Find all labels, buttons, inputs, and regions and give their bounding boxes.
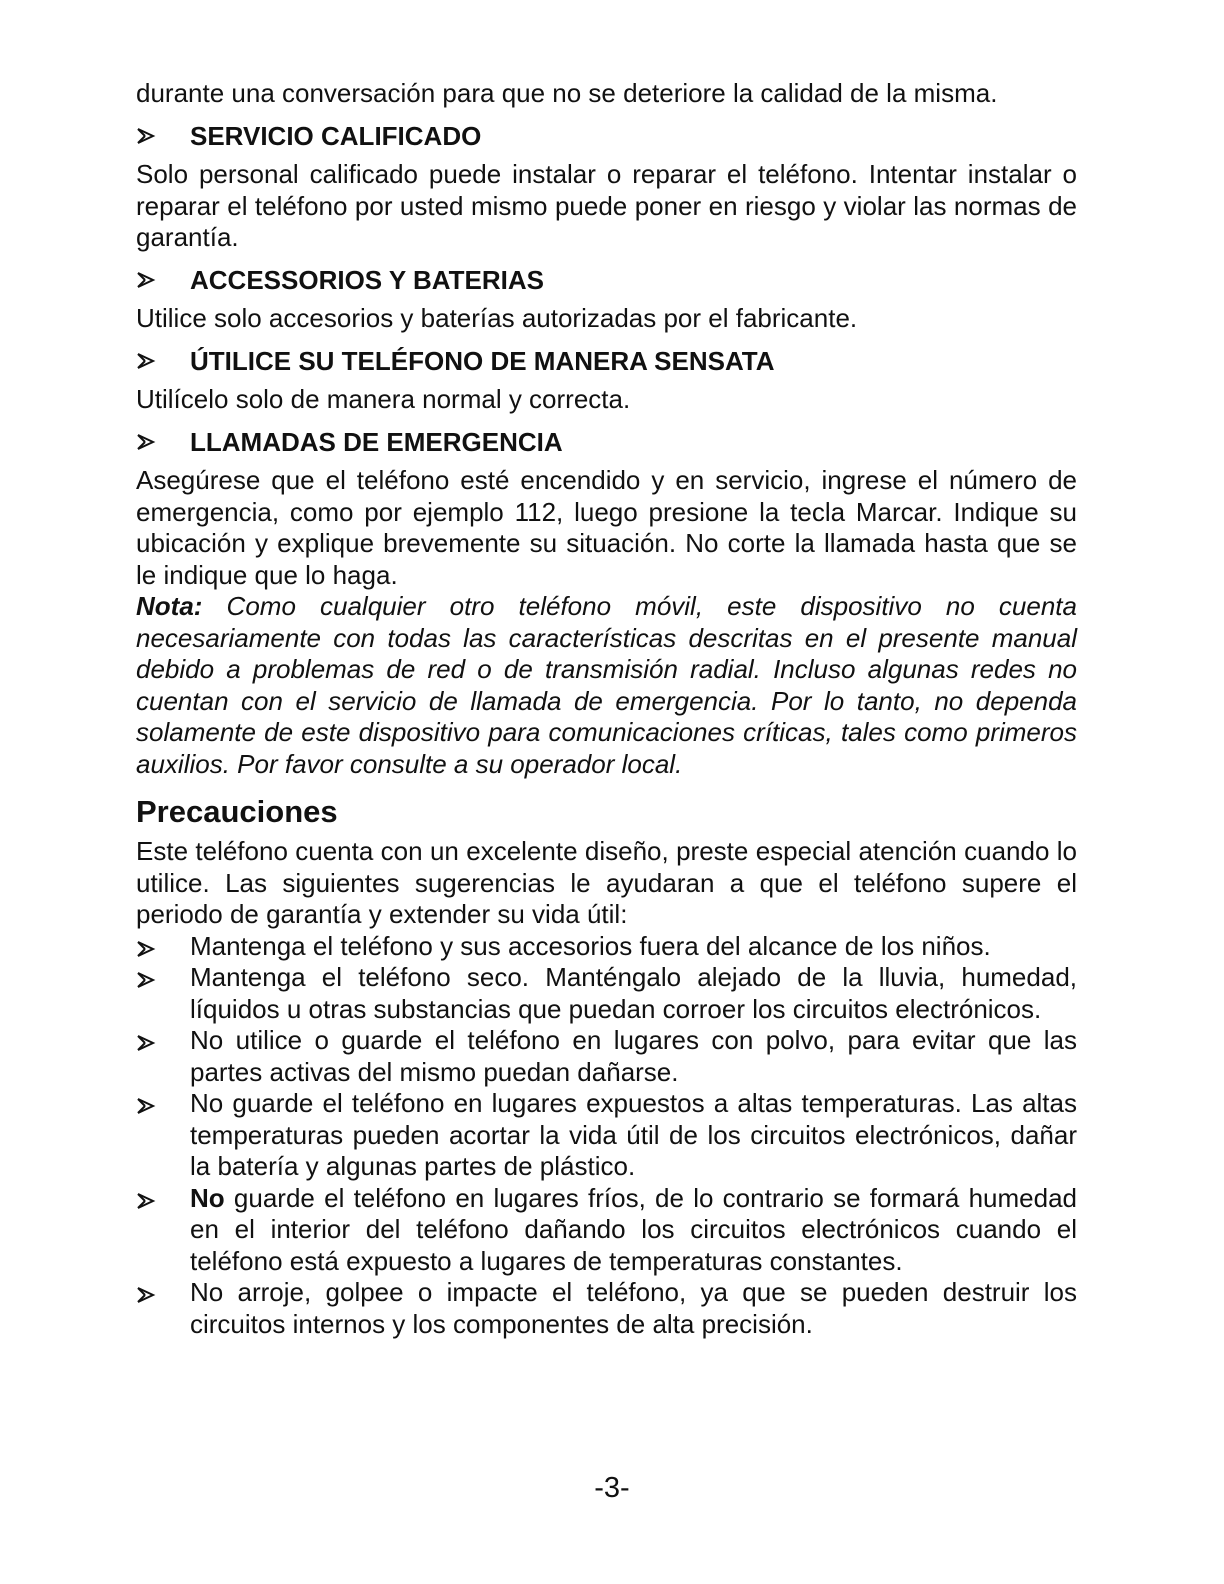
- arrowhead-bullet-icon: [136, 931, 190, 958]
- document-page: [136, 78, 1077, 1340]
- arrowhead-bullet-icon: [136, 127, 190, 145]
- list-item: [136, 1183, 1077, 1278]
- list-item-text: No utilice o guarde el teléfono en lugares con polvo, para evitar que las partes activas del mismo puedan dañarse.: [190, 1025, 1077, 1087]
- note-text: Como cualquier otro teléfono móvil, este dispositivo no cuenta necesariamente con todas las características descritas en el presente manual debido a problemas de red o de transmisión radial. Incluso algunas redes no cuentan con el servicio de llamada de emergencia. Por lo tanto, no dependa solamente de este dispositivo para comunicaciones críticas, tales como primeros auxilios. Por favor consulte a su operador local.: [136, 591, 1077, 779]
- list-item-text: No arroje, golpee o impacte el teléfono, ya que se pueden destruir los circuitos internos y los componentes de alta precisión.: [190, 1277, 1077, 1339]
- list-item: [136, 931, 1077, 963]
- arrowhead-bullet-icon: [136, 962, 190, 989]
- list-item-text: Mantenga el teléfono y sus accesorios fuera del alcance de los niños.: [190, 930, 991, 961]
- section-heading-emergencia: [136, 427, 1077, 459]
- arrowhead-bullet-icon: [136, 1025, 190, 1052]
- note-label: Nota:: [136, 591, 203, 621]
- arrowhead-bullet-icon: [136, 1183, 190, 1210]
- arrowhead-bullet-icon: [136, 271, 190, 289]
- note-paragraph: [136, 591, 1077, 780]
- precauciones-intro: Este teléfono cuenta con un excelente diseño, preste especial atención cuando lo utilice. Las siguientes sugerencias le ayudaran a que el teléfono supere el periodo de garantía y extender su vida útil:: [136, 836, 1077, 929]
- section-heading-text: ACCESSORIOS Y BATERIAS: [190, 264, 544, 295]
- list-item: [136, 962, 1077, 1025]
- intro-line: durante una conversación para que no se deteriore la calidad de la misma.: [136, 78, 998, 108]
- arrowhead-bullet-icon: [136, 433, 190, 451]
- list-item: [136, 1277, 1077, 1340]
- page-number: -3-: [594, 1472, 630, 1504]
- section-heading-accesorios: [136, 265, 1077, 297]
- list-item: [136, 1088, 1077, 1183]
- precauciones-title: Precauciones: [136, 794, 338, 829]
- section-heading-utilice: [136, 346, 1077, 378]
- section-body-emergencia: Asegúrese que el teléfono esté encendido y en servicio, ingrese el número de emergencia, como por ejemplo 112, luego presione la tecla Marcar. Indique su ubicación y explique brevemente su situación. No corte la llamada hasta que se le indique que lo haga.: [136, 465, 1077, 590]
- section-heading-text: SERVICIO CALIFICADO: [190, 120, 482, 151]
- arrowhead-bullet-icon: [136, 1088, 190, 1115]
- section-body-servicio: Solo personal calificado puede instalar o reparar el teléfono. Intentar instalar o reparar el teléfono por usted mismo puede poner en riesgo y violar las normas de garantía.: [136, 159, 1077, 252]
- section-heading-text: ÚTILICE SU TELÉFONO DE MANERA SENSATA: [190, 345, 775, 376]
- section-body-utilice: Utilícelo solo de manera normal y correcta.: [136, 384, 631, 414]
- list-item-text: Mantenga el teléfono seco. Manténgalo alejado de la lluvia, humedad, líquidos u otras substancias que puedan corroer los circuitos electrónicos.: [190, 962, 1077, 1024]
- section-heading-servicio: [136, 121, 1077, 153]
- section-heading-text: LLAMADAS DE EMERGENCIA: [190, 426, 563, 457]
- precauciones-list: [136, 931, 1077, 1341]
- section-body-accesorios: Utilice solo accesorios y baterías autorizadas por el fabricante.: [136, 303, 858, 333]
- list-item-text: guarde el teléfono en lugares fríos, de lo contrario se formará humedad en el interior del teléfono dañando los circuitos electrónicos cuando el teléfono está expuesto a lugares de temperaturas constantes.: [190, 1182, 1077, 1276]
- list-item-bold: No: [190, 1182, 225, 1213]
- arrowhead-bullet-icon: [136, 352, 190, 370]
- arrowhead-bullet-icon: [136, 1277, 190, 1304]
- list-item: [136, 1025, 1077, 1088]
- list-item-text: No guarde el teléfono en lugares expuestos a altas temperaturas. Las altas temperaturas pueden acortar la vida útil de los circuitos electrónicos, dañar la batería y algunas partes de plástico.: [190, 1088, 1077, 1181]
